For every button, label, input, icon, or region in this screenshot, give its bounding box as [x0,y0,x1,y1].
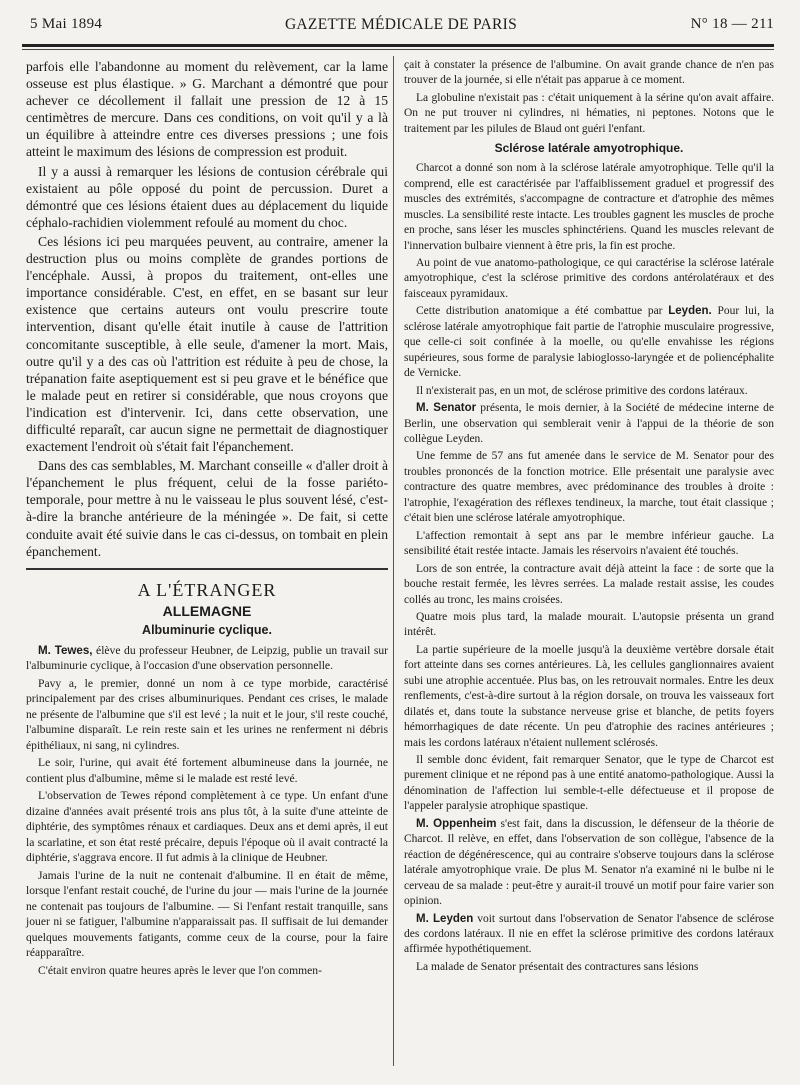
header-rule [22,44,774,47]
section-title: A L'ÉTRANGER [137,579,277,600]
paragraph: Cette distribution anatomique a été combattue par Leyden. Pour lui, la sclérose latérale amyotrophique fait partie de l'atrophie musculaire progressive, que celle-ci soit confinée à la moelle, ou qu'elle envahisse les régions supérieures, sous forme de paralysie labioglosso-laryngée et de poliencéphalite de Vernicke. [404,305,774,380]
paragraph: Charcot a donné son nom à la sclérose latérale amyotrophique. Telle qu'il la comprend, elle est caractérisée par l'affaiblissement graduel et progressif des muscles des extrémités, s'accompagne de contracture et d'atrophie des mêmes muscles. La sensibilité reste intacte. Les troubles gagnent les muscles de proche en proche, sans léser les muscles sphinctériens. Quand les muscles relevant de l'innervation bulbaire viennent à être pris, la fin est proche. [404,162,774,252]
paragraph: L'affection remontait à sept ans par le membre inférieur gauche. La sensibilité était restée intacte. Jamais les réservoirs n'avaient été touchés. [404,529,774,558]
issue-page-number: N° 18 — 211 [690,16,774,32]
paragraph: L'observation de Tewes répond complètement à ce type. Un enfant d'une dizaine d'années avait présenté trois ans plus tôt, à la suite d'une atteinte de diphtérie, des symptômes rénaux et cardiaques. Deux ans et demi après, il eut la scarlatine, et son état resté précaire, depuis l'époque où il avait contracté la diphtérie, s'aggrava encore. Il fut admis à la clinique de Heubner. [26,789,388,865]
paragraph: parfois elle l'abandonne au moment du relèvement, car la lame osseuse est plus élastique. » G. Marchant a démontré que pour achever ce décollement il fallait une pression de 12 à 15 centimètres de mercure. Dans ces conditions, on voit qu'il y a là un équilibre à atteindre entre ces diverses pressions ; une fois atteint le maximum des lésions de compression est produit. [26,59,388,160]
paragraph: Une femme de 57 ans fut amenée dans le service de M. Senator pour des troubles prononcés de la fonction motrice. Elle présentait une paralysie avec contracture des quatre membres, avec prédominance des troubles à droite : l'atrophie, l'exagération des réflexes tendineux, la marche, tout était classique ; c'était bien une sclérose latérale amyotrophique. [404,450,774,525]
paragraph: M. Oppenheim s'est fait, dans la discussion, le défenseur de la théorie de Charcot. Il relève, en effet, dans l'observation de son collègue, l'absence de la réaction de dégénérescence, qui au contraire s'observe toujours dans la sclérose latérale amyotrophique vraie. De plus M. Senator n'a examiné ni le bulbe ni le cerveau de sa malade : peut-être y aurait-il trouvé un motif pour faire varier son opinion. [404,817,774,908]
paragraph: Quatre mois plus tard, la malade mourait. L'autopsie présenta un grand intérêt. [404,610,774,639]
author-name: Leyden. [668,305,712,318]
paragraph: Ces lésions ici peu marquées peuvent, au contraire, amener la destruction plus ou moins complète de grandes portions de l'encéphale. Aussi, à propos du traitement, ont-elles une importance considérable. C'est, en effet, en se basant sur leur existence que certains auteurs ont voulu prescrire toute intervention, disant qu'elle était inutile à cause de l'attrition concomitante susceptible, à elle seule, d'amener la mort. Mais, outre qu'il y a des cas où l'attrition est réduite à peu de chose, la trépanation faite aseptiquement est si peu grave et le bénéfice que le malade peut en retirer si considérable, que nous croyons que l'indication est d'intervenir. Ici, dans cette observation, une difficulté reparaît, car aucun signe ne permettait de diagnostiquer exactement l'endroit où s'était fait l'épanchement. [26,233,388,455]
section-country: ALLEMAGNE [162,602,252,619]
journal-title: GAZETTE MÉDICALE DE PARIS [284,16,518,33]
albuminurie-article [26,643,388,979]
paragraph: Il y a aussi à remarquer les lésions de contusion cérébrale qui existaient au pôle opposé du point de percussion. Duret a démontré que ces lésions étaient dues au déplacement du liquide céphalo-rachidien violemment refoulé au moment du choc. [26,163,388,230]
header-rule-thin [22,49,774,50]
paragraph: C'était environ quatre heures après le lever que l'on commen- [38,963,322,977]
paragraph: Lors de son entrée, la contracture avait déjà atteint la face : de sorte que la bouche restait fermée, les lèvres serrées. La malade restait assise, les coudes collés au tronc, les mains croisées. [404,562,774,606]
paragraph: La partie supérieure de la moelle jusqu'à la deuxième vertèbre dorsale était fort atteinte dans ses cornes antérieures. Là, les cellules ganglionnaires avaient subi une atrophie accentuée. Plus bas, on les retrouvait normales. Entre les deux renflements, c'est-à-dire surtout à la région dorsale, on trouva les vaisseaux fort dilatés et, dans toute la substance nerveuse grise et blanche, de petits foyers hémorrhagiques de date récente. Un peu d'atrophie des racines antérieures ; mais les cordons latéraux n'étaient nullement sclérosés. [404,643,774,749]
author-name: M. Tewes, [38,643,93,657]
author-name: M. Oppenheim [416,817,497,830]
left-column [26,58,388,980]
paragraph: Pavy a, le premier, donné un nom à ce type morbide, caractérisé principalement par des crises albuminuriques. Pendant ces crises, le malade ne présente de l'albumine que s'il est levé ; la nuit et le jour, s'il reste couché, l'albumine disparaît. Le rein reste sain et les urines ne renferment ni débris épithéliaux, ni sang, ni cylindres. [26,676,388,752]
paragraph: M. Senator présenta, le mois dernier, à la Société de médecine interne de Berlin, une observation qui semblerait venir à l'appui de la théorie de son collègue Leyden. [404,402,774,445]
column-divider [393,56,394,1066]
paragraph: çait à constater la présence de l'albumine. On avait grande chance de n'en pas trouver de la journée, si elle n'était pas apparue à ce moment. [404,59,774,87]
page-header [22,16,780,38]
paragraph: M. Tewes, élève du professeur Heubner, de Leipzig, publie un travail sur l'albuminurie cyclique, à l'occasion d'une observation personnelle. [26,643,389,673]
author-name: M. Senator [416,402,477,415]
section-rule [26,568,388,570]
paragraph: Au point de vue anatomo-pathologique, ce qui caractérise la sclérose latérale amyotrophique, c'est la sclérose primitive des cordons antérolatéraux et des faisceaux pyramidaux. [404,256,774,300]
paragraph: Jamais l'urine de la nuit ne contenait d'albumine. Il en était de même, lorsque l'enfant restait couché, de l'urine du jour — mais l'urine de la journée ne contenait pas toujours de l'albumine. — Si l'enfant restait tranquille, sans jouer ni se fatiguer, l'albumine n'apparaissait pas. Il suffisait de lui demander quelques mouvements fatigants, comme ceux de la course, pour la faire réapparaître. [26,868,388,960]
author-name: M. Leyden [416,912,474,925]
paragraph: La malade de Senator présentait des contractures sans lésions [416,960,699,973]
paragraph: Il semble donc évident, fait remarquer Senator, que le type de Charcot est purement clinique et ne répond pas à une entité anatomo-pathologique. Aussi la dénomination de l'affection lui semble-t-elle défectueuse et il propose de l'appeler paralysie atrophique spastique. [404,754,774,813]
paragraph: La globuline n'existait pas : c'était uniquement à la sérine qu'on avait affaire. On ne put trouver ni cylindres, ni hématies, ni peptones. Notons que le traitement par les pilules de Blaud ont guéri l'enfant. [404,91,774,135]
issue-date: 5 Mai 1894 [30,16,103,32]
surgery-article [26,58,388,560]
article-title: Sclérose latérale amyotrophique. [494,141,684,156]
paragraph: M. Leyden voit surtout dans l'observation de Senator l'absence de sclérose des cordons latéraux. Il nie en effet la sclérose primitive des cordons latéraux affirmée hypothétiquement. [404,912,775,956]
paragraph: Le soir, l'urine, qui avait été fortement albumineuse dans la journée, ne contient plus d'albumine, même si le malade est resté levé. [26,756,388,785]
article-title: Albuminurie cyclique. [142,622,272,637]
paragraph: Dans des cas semblables, M. Marchant conseille « d'aller droit à l'épanchement le plus fréquent, celui de la fosse pariéto-temporale, pour mettre à nu le vaisseau le plus souvent lésé, c'est-à-dire la branche antérieure de la méningée ». De fait, si cette conduite avait été suivie dans le cas ci-dessus, on tombait en plein épanchement. [26,458,388,559]
paragraph: Il n'existerait pas, en un mot, de sclérose primitive des cordons latéraux. [416,384,748,397]
right-column [404,58,774,977]
